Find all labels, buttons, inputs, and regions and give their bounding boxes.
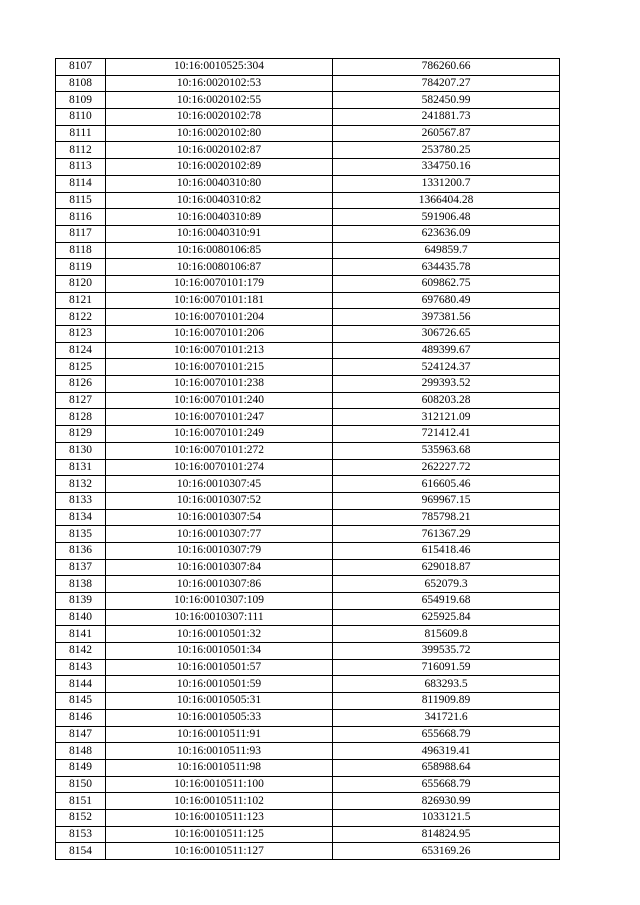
value-cell: 814824.95	[333, 826, 560, 843]
row-number-cell: 8142	[56, 643, 106, 660]
value-cell: 815609.8	[333, 626, 560, 643]
cadastral-number-cell: 10:16:0040310:82	[106, 192, 333, 209]
cadastral-number-cell: 10:16:0010511:91	[106, 726, 333, 743]
cadastral-number-cell: 10:16:0070101:247	[106, 409, 333, 426]
table-row	[56, 476, 560, 493]
table-row	[56, 609, 560, 626]
cadastral-number-cell: 10:16:0010501:59	[106, 676, 333, 693]
value-cell: 625925.84	[333, 609, 560, 626]
cadastral-number-cell: 10:16:0070101:249	[106, 426, 333, 443]
cadastral-number-cell: 10:16:0010501:34	[106, 643, 333, 660]
table-row	[56, 376, 560, 393]
cadastral-number-cell: 10:16:0070101:240	[106, 392, 333, 409]
value-cell: 616605.46	[333, 476, 560, 493]
value-cell: 1033121.5	[333, 809, 560, 826]
table-row	[56, 359, 560, 376]
table-row	[56, 92, 560, 109]
table-row	[56, 142, 560, 159]
table-row	[56, 542, 560, 559]
value-cell: 489399.67	[333, 342, 560, 359]
table-row	[56, 392, 560, 409]
row-number-cell: 8109	[56, 92, 106, 109]
cadastral-number-cell: 10:16:0010307:45	[106, 476, 333, 493]
value-cell: 615418.46	[333, 542, 560, 559]
row-number-cell: 8110	[56, 109, 106, 126]
table-body	[56, 59, 560, 860]
cadastral-number-cell: 10:16:0040310:91	[106, 225, 333, 242]
cadastral-number-cell: 10:16:0010525:304	[106, 59, 333, 76]
row-number-cell: 8148	[56, 743, 106, 760]
cadastral-number-cell: 10:16:0010307:109	[106, 593, 333, 610]
table-row	[56, 492, 560, 509]
value-cell: 496319.41	[333, 743, 560, 760]
cadastral-number-cell: 10:16:0020102:87	[106, 142, 333, 159]
row-number-cell: 8137	[56, 559, 106, 576]
table-row	[56, 292, 560, 309]
table-row	[56, 159, 560, 176]
value-cell: 658988.64	[333, 759, 560, 776]
value-cell: 761367.29	[333, 526, 560, 543]
table-row	[56, 442, 560, 459]
cadastral-number-cell: 10:16:0010307:79	[106, 542, 333, 559]
row-number-cell: 8126	[56, 376, 106, 393]
cadastral-number-cell: 10:16:0040310:89	[106, 209, 333, 226]
value-cell: 306726.65	[333, 326, 560, 343]
row-number-cell: 8153	[56, 826, 106, 843]
cadastral-number-cell: 10:16:0010511:98	[106, 759, 333, 776]
cadastral-number-cell: 10:16:0010511:102	[106, 793, 333, 810]
cadastral-number-cell: 10:16:0010307:84	[106, 559, 333, 576]
table-row	[56, 309, 560, 326]
value-cell: 697680.49	[333, 292, 560, 309]
row-number-cell: 8140	[56, 609, 106, 626]
value-cell: 609862.75	[333, 275, 560, 292]
cadastral-number-cell: 10:16:0020102:89	[106, 159, 333, 176]
row-number-cell: 8112	[56, 142, 106, 159]
value-cell: 721412.41	[333, 426, 560, 443]
value-cell: 634435.78	[333, 259, 560, 276]
value-cell: 260567.87	[333, 125, 560, 142]
table-row	[56, 576, 560, 593]
row-number-cell: 8134	[56, 509, 106, 526]
table-row	[56, 326, 560, 343]
row-number-cell: 8119	[56, 259, 106, 276]
table-row	[56, 759, 560, 776]
value-cell: 653169.26	[333, 843, 560, 860]
cadastral-number-cell: 10:16:0010505:33	[106, 709, 333, 726]
value-cell: 241881.73	[333, 109, 560, 126]
value-cell: 253780.25	[333, 142, 560, 159]
value-cell: 655668.79	[333, 726, 560, 743]
table-row	[56, 743, 560, 760]
cadastral-number-cell: 10:16:0010501:32	[106, 626, 333, 643]
table-row	[56, 843, 560, 860]
table-row	[56, 426, 560, 443]
table-row	[56, 242, 560, 259]
value-cell: 811909.89	[333, 693, 560, 710]
row-number-cell: 8108	[56, 75, 106, 92]
row-number-cell: 8154	[56, 843, 106, 860]
cadastral-number-cell: 10:16:0010511:100	[106, 776, 333, 793]
value-cell: 786260.66	[333, 59, 560, 76]
table-row	[56, 809, 560, 826]
row-number-cell: 8139	[56, 593, 106, 610]
row-number-cell: 8120	[56, 275, 106, 292]
value-cell: 623636.09	[333, 225, 560, 242]
row-number-cell: 8115	[56, 192, 106, 209]
value-cell: 582450.99	[333, 92, 560, 109]
value-cell: 683293.5	[333, 676, 560, 693]
value-cell: 655668.79	[333, 776, 560, 793]
cadastral-number-cell: 10:16:0070101:179	[106, 275, 333, 292]
cadastral-number-cell: 10:16:0010511:125	[106, 826, 333, 843]
cadastral-value-table	[55, 58, 560, 860]
row-number-cell: 8151	[56, 793, 106, 810]
value-cell: 399535.72	[333, 643, 560, 660]
table-row	[56, 776, 560, 793]
cadastral-number-cell: 10:16:0070101:206	[106, 326, 333, 343]
row-number-cell: 8131	[56, 459, 106, 476]
row-number-cell: 8118	[56, 242, 106, 259]
cadastral-number-cell: 10:16:0010511:123	[106, 809, 333, 826]
row-number-cell: 8128	[56, 409, 106, 426]
table-row	[56, 259, 560, 276]
cadastral-number-cell: 10:16:0080106:85	[106, 242, 333, 259]
cadastral-number-cell: 10:16:0010307:77	[106, 526, 333, 543]
value-cell: 312121.09	[333, 409, 560, 426]
table-row	[56, 109, 560, 126]
table-row	[56, 409, 560, 426]
value-cell: 608203.28	[333, 392, 560, 409]
value-cell: 1331200.7	[333, 175, 560, 192]
cadastral-number-cell: 10:16:0010511:127	[106, 843, 333, 860]
row-number-cell: 8125	[56, 359, 106, 376]
table-row	[56, 459, 560, 476]
value-cell: 397381.56	[333, 309, 560, 326]
row-number-cell: 8107	[56, 59, 106, 76]
cadastral-number-cell: 10:16:0020102:80	[106, 125, 333, 142]
value-cell: 652079.3	[333, 576, 560, 593]
table-row	[56, 526, 560, 543]
row-number-cell: 8150	[56, 776, 106, 793]
table-row	[56, 793, 560, 810]
value-cell: 341721.6	[333, 709, 560, 726]
cadastral-number-cell: 10:16:0010511:93	[106, 743, 333, 760]
table-row	[56, 209, 560, 226]
cadastral-number-cell: 10:16:0010307:52	[106, 492, 333, 509]
cadastral-number-cell: 10:16:0010505:31	[106, 693, 333, 710]
value-cell: 524124.37	[333, 359, 560, 376]
table-row	[56, 676, 560, 693]
row-number-cell: 8129	[56, 426, 106, 443]
table-row	[56, 593, 560, 610]
cadastral-number-cell: 10:16:0010307:86	[106, 576, 333, 593]
row-number-cell: 8123	[56, 326, 106, 343]
table-row	[56, 559, 560, 576]
cadastral-number-cell: 10:16:0040310:80	[106, 175, 333, 192]
table-row	[56, 192, 560, 209]
row-number-cell: 8144	[56, 676, 106, 693]
row-number-cell: 8141	[56, 626, 106, 643]
table-row	[56, 59, 560, 76]
value-cell: 654919.68	[333, 593, 560, 610]
row-number-cell: 8117	[56, 225, 106, 242]
table-row	[56, 659, 560, 676]
table-row	[56, 225, 560, 242]
cadastral-number-cell: 10:16:0010307:111	[106, 609, 333, 626]
row-number-cell: 8130	[56, 442, 106, 459]
row-number-cell: 8152	[56, 809, 106, 826]
table-row	[56, 175, 560, 192]
value-cell: 535963.68	[333, 442, 560, 459]
cadastral-number-cell: 10:16:0020102:53	[106, 75, 333, 92]
row-number-cell: 8116	[56, 209, 106, 226]
value-cell: 969967.15	[333, 492, 560, 509]
row-number-cell: 8135	[56, 526, 106, 543]
cadastral-number-cell: 10:16:0010501:57	[106, 659, 333, 676]
table-row	[56, 342, 560, 359]
table-row	[56, 826, 560, 843]
row-number-cell: 8114	[56, 175, 106, 192]
row-number-cell: 8147	[56, 726, 106, 743]
cadastral-number-cell: 10:16:0070101:204	[106, 309, 333, 326]
row-number-cell: 8132	[56, 476, 106, 493]
row-number-cell: 8138	[56, 576, 106, 593]
cadastral-number-cell: 10:16:0020102:55	[106, 92, 333, 109]
cadastral-number-cell: 10:16:0070101:238	[106, 376, 333, 393]
table-row	[56, 509, 560, 526]
value-cell: 591906.48	[333, 209, 560, 226]
cadastral-number-cell: 10:16:0070101:272	[106, 442, 333, 459]
value-cell: 262227.72	[333, 459, 560, 476]
row-number-cell: 8121	[56, 292, 106, 309]
row-number-cell: 8124	[56, 342, 106, 359]
cadastral-number-cell: 10:16:0070101:274	[106, 459, 333, 476]
table-row	[56, 643, 560, 660]
cadastral-number-cell: 10:16:0070101:215	[106, 359, 333, 376]
row-number-cell: 8127	[56, 392, 106, 409]
value-cell: 826930.99	[333, 793, 560, 810]
row-number-cell: 8136	[56, 542, 106, 559]
row-number-cell: 8113	[56, 159, 106, 176]
value-cell: 334750.16	[333, 159, 560, 176]
cadastral-number-cell: 10:16:0010307:54	[106, 509, 333, 526]
value-cell: 785798.21	[333, 509, 560, 526]
value-cell: 629018.87	[333, 559, 560, 576]
table-row	[56, 693, 560, 710]
row-number-cell: 8133	[56, 492, 106, 509]
value-cell: 716091.59	[333, 659, 560, 676]
table-row	[56, 125, 560, 142]
row-number-cell: 8122	[56, 309, 106, 326]
row-number-cell: 8111	[56, 125, 106, 142]
table-row	[56, 626, 560, 643]
cadastral-number-cell: 10:16:0080106:87	[106, 259, 333, 276]
value-cell: 784207.27	[333, 75, 560, 92]
row-number-cell: 8146	[56, 709, 106, 726]
value-cell: 1366404.28	[333, 192, 560, 209]
row-number-cell: 8149	[56, 759, 106, 776]
row-number-cell: 8143	[56, 659, 106, 676]
cadastral-number-cell: 10:16:0070101:213	[106, 342, 333, 359]
cadastral-number-cell: 10:16:0020102:78	[106, 109, 333, 126]
table-row	[56, 75, 560, 92]
cadastral-number-cell: 10:16:0070101:181	[106, 292, 333, 309]
table-row	[56, 726, 560, 743]
table-row	[56, 709, 560, 726]
value-cell: 649859.7	[333, 242, 560, 259]
value-cell: 299393.52	[333, 376, 560, 393]
row-number-cell: 8145	[56, 693, 106, 710]
table-row	[56, 275, 560, 292]
